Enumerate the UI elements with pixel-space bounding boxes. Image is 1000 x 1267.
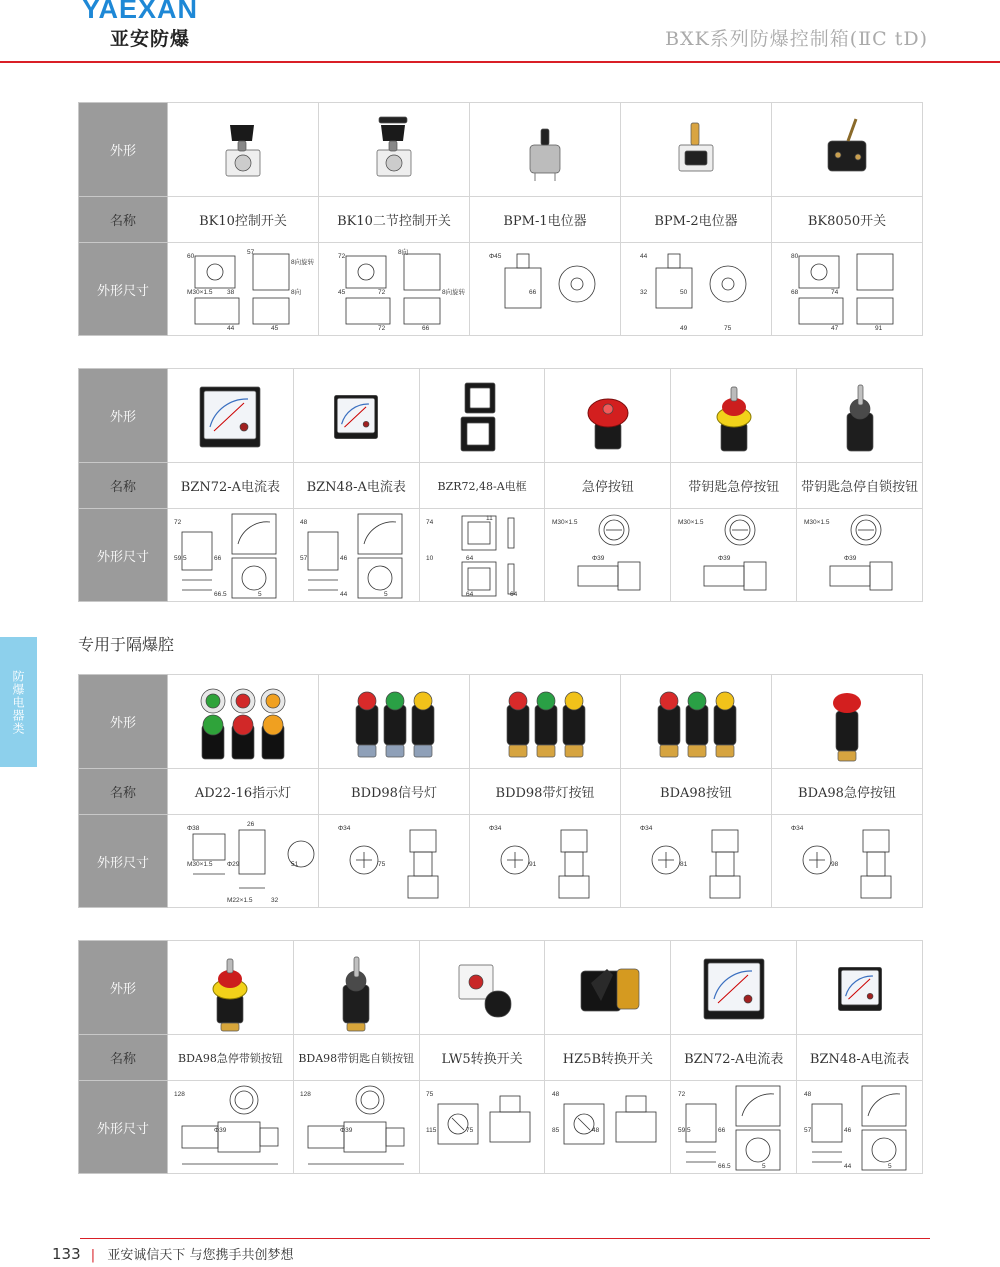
dimension-label: M30×1.5 [551, 519, 578, 526]
lighted-button-icon [488, 677, 602, 767]
dimension-drawing [419, 509, 545, 602]
footer-separator: | [90, 1248, 96, 1263]
dimension-drawing-figure [636, 244, 756, 334]
product-table-4 [78, 940, 923, 1174]
photo-row [79, 941, 923, 1035]
dimension-label: Φ34 [489, 825, 502, 832]
dimension-label: 75 [466, 1127, 474, 1134]
product-name: LW5转换开关 [419, 1035, 545, 1081]
dimension-label: 50 [680, 289, 688, 296]
dimension-label: 5 [887, 1163, 892, 1170]
dimension-label: 5 [258, 591, 263, 598]
product-name: BZN72-A电流表 [671, 1035, 797, 1081]
ammeter-icon [677, 943, 791, 1033]
name-row [79, 769, 923, 815]
dimension-label: Φ34 [791, 825, 804, 832]
dimension-label: 128 [300, 1091, 312, 1098]
product-name: BPM-2电位器 [621, 197, 772, 243]
product-name: BK8050开关 [772, 197, 923, 243]
dimension-drawing [419, 1081, 545, 1174]
dimension-label: M30×1.5 [187, 861, 213, 868]
key-emergency-stop-icon [677, 371, 791, 461]
product-photo [772, 675, 923, 769]
push-button-icon [639, 677, 753, 767]
page-footer [52, 1244, 293, 1263]
name-row-label: 名称 [79, 769, 168, 815]
dimension-label: 51 [291, 861, 299, 868]
product-photo [168, 103, 319, 197]
dim-row [79, 243, 923, 336]
dimension-label: 59.5 [677, 1127, 691, 1134]
dimension-label: 8向旋转 [442, 289, 466, 296]
ammeter-small-icon [803, 943, 917, 1033]
product-name: BDA98带钥匙自锁按钮 [293, 1035, 419, 1081]
dimension-label: Φ34 [640, 825, 653, 832]
dimension-label: 91 [529, 861, 537, 868]
dimension-label: 5 [384, 591, 388, 598]
dimension-label: Φ34 [338, 825, 351, 832]
dimension-label: 74 [426, 519, 434, 526]
dimension-drawing [545, 1081, 671, 1174]
dimension-drawing [772, 815, 923, 908]
product-photo [545, 369, 671, 463]
dim-row [79, 815, 923, 908]
dimension-label: Φ38 [187, 825, 200, 832]
dim-row-label: 外形尺寸 [79, 243, 168, 336]
dimension-label: 59.5 [174, 555, 188, 562]
dimension-label: 47 [831, 325, 839, 332]
lock-emergency-button-icon [173, 943, 287, 1033]
photo-row-label: 外形 [79, 941, 168, 1035]
dimension-label: 66.5 [214, 591, 228, 598]
product-name: BK10二节控制开关 [319, 197, 470, 243]
dimension-label: 49 [680, 325, 688, 332]
product-photo [671, 941, 797, 1035]
dimension-label: 128 [174, 1091, 186, 1098]
rotary-switch-icon [186, 105, 300, 195]
product-photo [319, 103, 470, 197]
dimension-drawing [470, 243, 621, 336]
dimension-label: 57 [803, 1127, 811, 1134]
potentiometer-icon [488, 105, 602, 195]
dimension-drawing-figure [548, 510, 668, 600]
dimension-drawing [168, 815, 319, 908]
dimension-label: 66 [529, 289, 537, 296]
dimension-label: 46 [843, 1127, 851, 1134]
dimension-label: 26 [247, 821, 255, 828]
photo-row-label: 外形 [79, 675, 168, 769]
dimension-label: 32 [271, 897, 279, 904]
key-lock-button-icon [803, 371, 917, 461]
dimension-label: 57 [300, 555, 308, 562]
dimension-label: 11 [486, 515, 493, 522]
product-photo [419, 369, 545, 463]
emergency-button-icon [790, 677, 904, 767]
dimension-label: 74 [831, 289, 839, 296]
dimension-drawing [168, 243, 319, 336]
dimension-label: 44 [640, 253, 648, 260]
dimension-drawing [293, 509, 419, 602]
footer-divider [80, 1238, 930, 1239]
emergency-stop-icon [551, 371, 665, 461]
dimension-label: 66 [214, 555, 222, 562]
product-name: BDD98带灯按钮 [470, 769, 621, 815]
dimension-drawing [671, 509, 797, 602]
product-photo [319, 675, 470, 769]
dimension-label: 91 [875, 325, 883, 332]
dimension-label: 48 [591, 1127, 600, 1134]
dimension-drawing-figure [800, 1082, 920, 1172]
dimension-drawing-figure [800, 510, 920, 600]
dimension-drawing [470, 815, 621, 908]
dimension-label: 75 [724, 325, 732, 332]
signal-lamp-icon [337, 677, 451, 767]
potentiometer-2-icon [639, 105, 753, 195]
dimension-drawing [545, 509, 671, 602]
product-name: BDA98按钮 [621, 769, 772, 815]
section-title: 专用于隔爆腔 [78, 635, 175, 654]
product-name: BDD98信号灯 [319, 769, 470, 815]
dimension-label: 45 [271, 325, 279, 332]
dimension-drawing [797, 1081, 923, 1174]
product-name: BDA98急停带锁按钮 [168, 1035, 294, 1081]
ammeter-small-icon [299, 371, 413, 461]
name-row-label: 名称 [79, 463, 168, 509]
dimension-label: 64 [466, 591, 474, 598]
dimension-drawing-figure [183, 244, 315, 334]
dimension-label: 81 [680, 861, 688, 868]
dimension-label: 75 [378, 861, 386, 868]
dimension-label: M22×1.5 [227, 897, 253, 904]
changeover-switch-icon [425, 943, 539, 1033]
photo-row-label: 外形 [79, 369, 168, 463]
product-photo [621, 103, 772, 197]
dimension-label: 72 [174, 519, 182, 526]
dimension-label: 66 [717, 1127, 725, 1134]
name-row [79, 197, 923, 243]
dimension-label: 72 [378, 325, 386, 332]
indicator-lamp-icon [186, 677, 300, 767]
product-photo [621, 675, 772, 769]
dimension-drawing-figure [674, 1082, 794, 1172]
dimension-label: 48 [803, 1091, 811, 1098]
dimension-label: Φ39 [591, 555, 605, 562]
dimension-label: Φ39 [340, 1127, 353, 1134]
dimension-drawing [772, 243, 923, 336]
dimension-label: 72 [378, 289, 386, 296]
product-photo [470, 675, 621, 769]
dimension-label: 32 [640, 289, 648, 296]
product-name: BK10控制开关 [168, 197, 319, 243]
dimension-label: 46 [340, 555, 348, 562]
dim-row-label: 外形尺寸 [79, 815, 168, 908]
name-row [79, 463, 923, 509]
dimension-label: Φ29 [227, 861, 240, 868]
product-photo [293, 941, 419, 1035]
dimension-label: 66 [422, 325, 430, 332]
dimension-label: 45 [338, 289, 346, 296]
key-self-lock-button-icon [299, 943, 413, 1033]
dimension-drawing-figure [170, 1082, 290, 1172]
dimension-drawing [671, 1081, 797, 1174]
dimension-label: 75 [426, 1091, 434, 1098]
dim-row [79, 509, 923, 602]
name-row-label: 名称 [79, 197, 168, 243]
dim-row [79, 1081, 923, 1174]
product-photo [168, 675, 319, 769]
dimension-drawing-figure [636, 816, 756, 906]
product-name: AD22-16指示灯 [168, 769, 319, 815]
dimension-label: M30×1.5 [187, 289, 213, 296]
photo-row [79, 103, 923, 197]
product-name: BDA98急停按钮 [772, 769, 923, 815]
dimension-label: 60 [187, 253, 195, 260]
dimension-label: 72 [338, 253, 346, 260]
meter-frame-icon [425, 371, 539, 461]
ammeter-icon [173, 371, 287, 461]
dimension-drawing [621, 815, 772, 908]
dimension-drawing-figure [296, 510, 416, 600]
dimension-label: M30×1.5 [677, 519, 704, 526]
dimension-drawing-figure [334, 816, 454, 906]
company-logo [82, 0, 232, 55]
dimension-label: 44 [843, 1163, 851, 1170]
product-photo [797, 369, 923, 463]
dimension-label: 44 [227, 325, 235, 332]
product-photo [419, 941, 545, 1035]
product-photo [293, 369, 419, 463]
dimension-label: 8向 [291, 289, 302, 296]
dimension-label: 44 [340, 591, 348, 598]
dim-row-label: 外形尺寸 [79, 1081, 168, 1174]
product-photo [168, 369, 294, 463]
dimension-drawing-figure [548, 1082, 668, 1172]
dimension-label: 68 [791, 289, 799, 296]
dimension-label: 64 [510, 591, 518, 598]
product-photo [470, 103, 621, 197]
dimension-drawing [621, 243, 772, 336]
dimension-label: 115 [426, 1127, 437, 1134]
dimension-drawing-figure [787, 244, 907, 334]
side-category-tab [0, 637, 37, 767]
dimension-label: 85 [551, 1127, 560, 1134]
product-photo [772, 103, 923, 197]
product-table-3 [78, 674, 923, 908]
dimension-label: Φ39 [214, 1127, 227, 1134]
dimension-label: 8向旋转 [291, 259, 315, 266]
dimension-drawing-figure [485, 244, 605, 334]
product-photo [545, 941, 671, 1035]
product-name: HZ5B转换开关 [545, 1035, 671, 1081]
limit-switch-icon [790, 105, 904, 195]
page-number: 133 [52, 1245, 81, 1263]
dimension-drawing-figure [674, 510, 794, 600]
page-header-title: BXK系列防爆控制箱(ⅡC tD) [665, 28, 928, 50]
dimension-label: 5 [761, 1163, 766, 1170]
dimension-label: 10 [426, 555, 434, 562]
dim-row-label: 外形尺寸 [79, 509, 168, 602]
photo-row [79, 675, 923, 769]
rotary-switch-2-icon [337, 105, 451, 195]
photo-row [79, 369, 923, 463]
dimension-drawing [293, 1081, 419, 1174]
name-row [79, 1035, 923, 1081]
dimension-drawing-figure [787, 816, 907, 906]
name-row-label: 名称 [79, 1035, 168, 1081]
dimension-label: 48 [300, 519, 308, 526]
dimension-label: Φ39 [717, 555, 731, 562]
dimension-label: 66.5 [717, 1163, 731, 1170]
product-name: 带钥匙急停自锁按钮 [797, 463, 923, 509]
logo-chinese: 亚安防爆 [110, 28, 191, 50]
dimension-drawing [319, 815, 470, 908]
dimension-drawing-figure [422, 1082, 542, 1172]
dimension-drawing-figure [485, 816, 605, 906]
product-name: BZN48-A电流表 [797, 1035, 923, 1081]
dimension-drawing-figure [334, 244, 466, 334]
product-photo [168, 941, 294, 1035]
footer-slogan: 亚安诚信天下 与您携手共创梦想 [107, 1248, 294, 1263]
dimension-label: 80 [791, 253, 799, 260]
dimension-label: 64 [466, 555, 474, 562]
dimension-drawing [168, 509, 294, 602]
dimension-label: 98 [831, 861, 839, 868]
product-table-2 [78, 368, 923, 602]
product-name: 带钥匙急停按钮 [671, 463, 797, 509]
header-divider [0, 61, 1000, 63]
product-name: BZN72-A电流表 [168, 463, 294, 509]
combination-switch-icon [551, 943, 665, 1033]
product-table-1 [78, 102, 923, 336]
dimension-drawing [319, 243, 470, 336]
product-name: BZN48-A电流表 [293, 463, 419, 509]
dimension-label: Φ39 [843, 555, 856, 562]
dimension-drawing [168, 1081, 294, 1174]
dimension-label: Φ45 [489, 253, 502, 260]
product-name: BPM-1电位器 [470, 197, 621, 243]
product-photo [671, 369, 797, 463]
product-photo [797, 941, 923, 1035]
dimension-label: 38 [227, 289, 235, 296]
product-name: BZR72,48-A电框 [419, 463, 545, 509]
dimension-drawing-figure [296, 1082, 416, 1172]
dimension-label: 48 [551, 1091, 560, 1098]
logo-english: YAEXAN [82, 0, 199, 24]
dimension-label: 8向 [398, 249, 409, 256]
photo-row-label: 外形 [79, 103, 168, 197]
dimension-drawing-figure [183, 816, 303, 906]
dimension-drawing [797, 509, 923, 602]
side-tab-label: 防爆电器类 [11, 669, 25, 735]
dimension-label: 57 [247, 249, 255, 256]
dimension-label: 72 [677, 1091, 685, 1098]
product-name: 急停按钮 [545, 463, 671, 509]
dimension-label: M30×1.5 [803, 519, 830, 526]
dimension-drawing-figure [170, 510, 290, 600]
dimension-drawing-figure [422, 510, 542, 600]
